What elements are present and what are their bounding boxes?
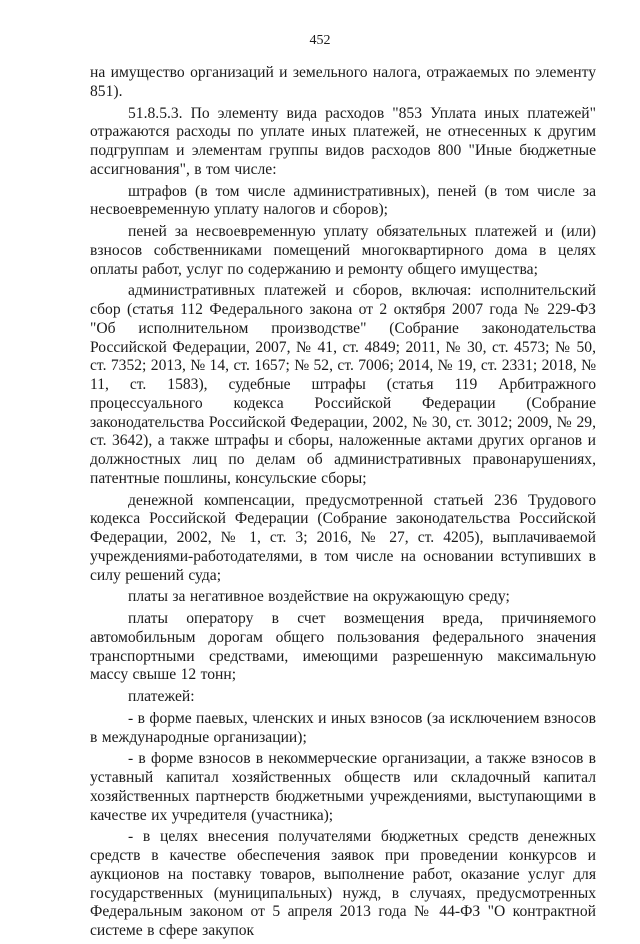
paragraph: платы за негативное воздействие на окружающую среду; [128,588,510,606]
paragraph: платежей: [128,688,195,705]
paragraph: 51.8.5.3. По элементу вида расходов "853 Уплата иных платежей" отражаются расходы по уплате иных платежей, не отнесенных к другим подгруппам и элементам группы видов расходов 800 "Иные бюджетные ассигнования", в том числе: [90,104,596,178]
paragraph: денежной компенсации, предусмотренной статьей 236 Трудового кодекса Российской Федерации (Собрание законодательства Российской Федерации, 2002, № 1, ст. 3; 2016, № 27, ст. 4205), выплачиваемой учреждениями-работодателями, в том числе на основании вступивших в силу решений суда; [90,491,596,584]
paragraph: - в форме взносов в некоммерческие организации, а также взносов в уставный капитал хозяйственных обществ или складочный капитал хозяйственных партнерств бюджетными учреждениями, выступающими в качестве их учредителя (участника); [90,750,596,824]
paragraph: пеней за несвоевременную уплату обязательных платежей и (или) взносов собственниками помещений многоквартирного дома в целях оплаты работ, услуг по содержанию и ремонту общего имущества; [90,223,596,278]
paragraph: - в форме паевых, членских и иных взносов (за исключением взносов в международные организации); [90,709,596,746]
paragraph: административных платежей и сборов, включая: исполнительский сбор (статья 112 Федерального закона от 2 октября 2007 года № 229-ФЗ "Об исполнительном производстве" (Собрание законодательства Российской Федерации, 2007, № 41, ст. 4849; 2011, № 30, ст. 4573; № 50, ст. 7352; 2013, № 14, ст. 1657; № 52, ст. 7006; 2014, № 19, ст. 2331; 2018, № 11, ст. 1583), судебные штрафы (статья 119 Арбитражного процессуального кодекса Российской Федерации (Собрание законодательства Российской Федерации, 2002, № 30, ст. 3012; 2009, № 29, ст. 3642), а также штрафы и сборы, наложенные актами других органов и должностных лиц по делам об административных правонарушениях, патентные пошлины, консульские сборы; [90,282,596,487]
paragraph: - в целях внесения получателями бюджетных средств денежных средств в качестве обеспечения заявок при проведении конкурсов и аукционов на поставку товаров, выполнение работ, оказание услуг для государственных (муниципальных) нужд, в случаях, предусмотренных Федеральным законом от 5 апреля 2013 года № 44-ФЗ "О контрактной системе в сфере закупок [90,828,596,939]
paragraph: платы оператору в счет возмещения вреда, причиняемого автомобильным дорогам общего пользования федерального значения транспортными средствами, имеющими разрешенную максимальную массу свыше 12 тонн; [90,610,596,684]
page-body [90,64,596,944]
page-number: 452 [309,33,331,48]
paragraph: на имущество организаций и земельного налога, отражаемых по элементу 851). [90,64,596,100]
paragraph: штрафов (в том числе административных), пеней (в том числе за несвоевременную уплату налогов и сборов); [90,182,596,219]
